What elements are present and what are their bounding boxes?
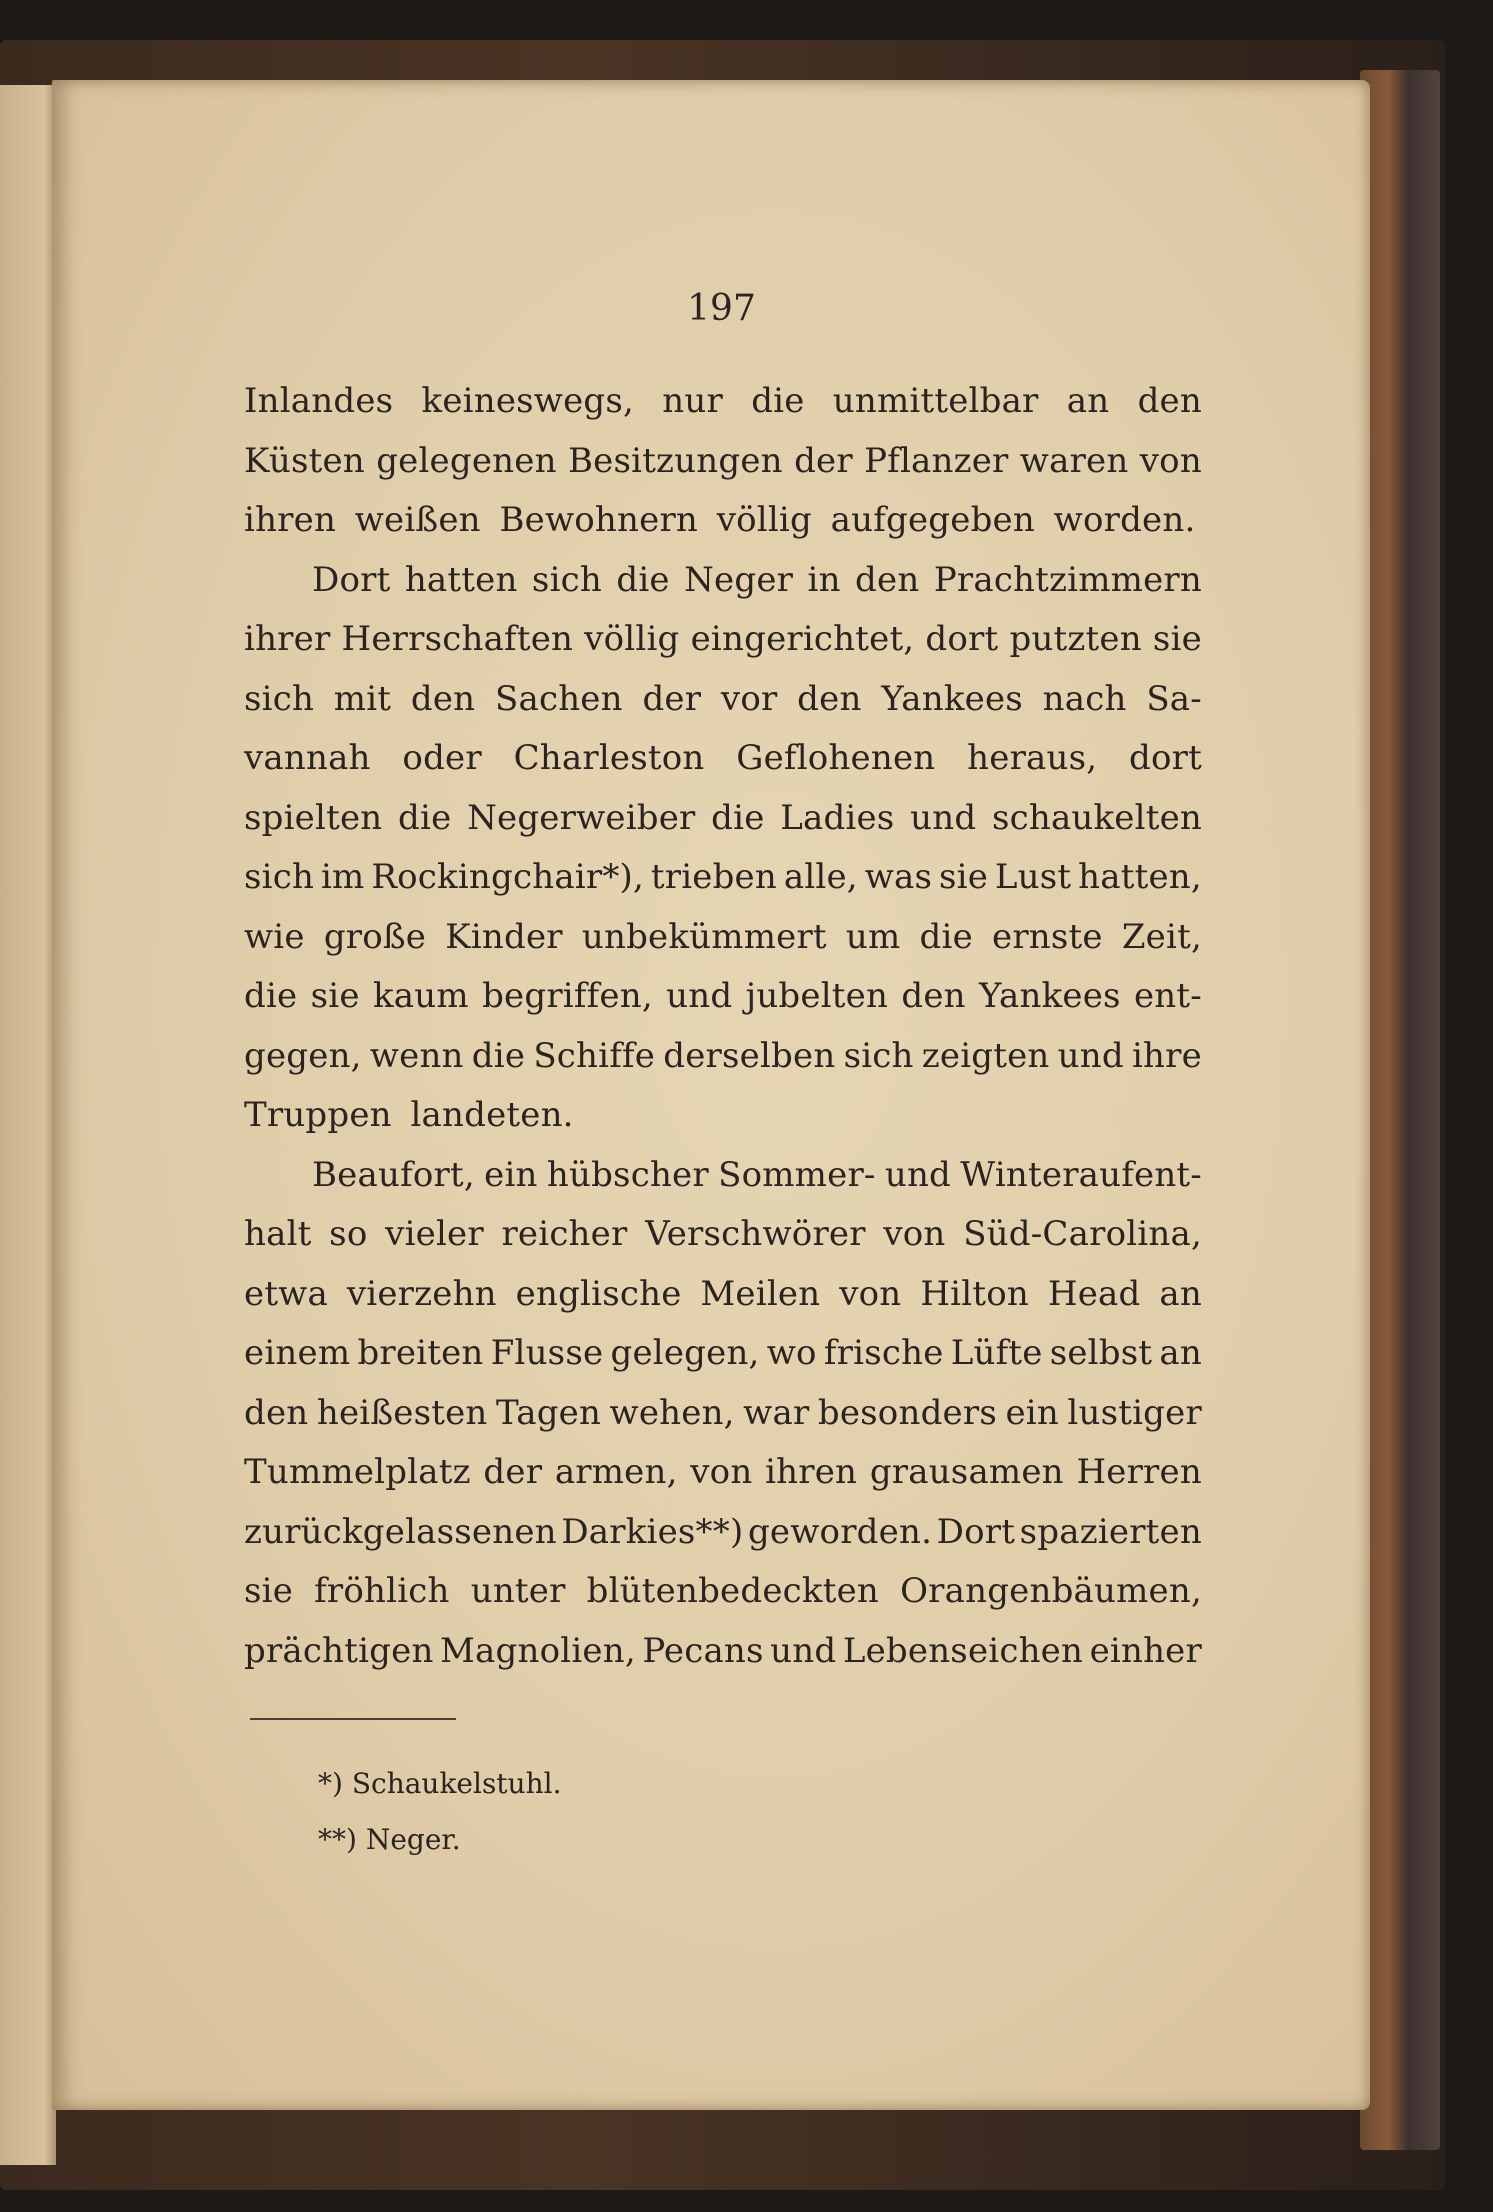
word: Rockingchair*), bbox=[371, 857, 644, 897]
word: Verschwörer bbox=[645, 1214, 866, 1254]
word: im bbox=[320, 857, 365, 897]
word: Lebenseichen bbox=[842, 1630, 1084, 1671]
word: Herrschaften bbox=[341, 619, 574, 659]
text-line bbox=[244, 729, 1202, 789]
word: prächtigen bbox=[244, 1630, 434, 1671]
word: Dort bbox=[312, 559, 391, 600]
word: die bbox=[398, 797, 452, 838]
word: Ladies bbox=[780, 797, 895, 838]
word: Dort bbox=[936, 1511, 1016, 1552]
word: Sachen bbox=[495, 678, 623, 719]
word: eingerichtet, bbox=[690, 619, 915, 659]
word: Bewohnern bbox=[499, 500, 698, 540]
word: Zeit, bbox=[1121, 916, 1202, 957]
word: vieler bbox=[385, 1214, 484, 1254]
word: ernste bbox=[992, 916, 1103, 957]
word: an bbox=[1066, 381, 1110, 421]
text-line bbox=[244, 908, 1202, 968]
word: mit bbox=[333, 678, 392, 719]
word: den bbox=[244, 1392, 309, 1433]
word: Lüfte bbox=[950, 1333, 1043, 1373]
word: zurückgelassenen bbox=[244, 1511, 557, 1552]
word: Yankees bbox=[979, 976, 1121, 1016]
word: vor bbox=[720, 678, 778, 719]
body-text bbox=[244, 372, 1202, 1681]
word: ihre bbox=[1131, 1035, 1202, 1076]
word: Kinder bbox=[445, 916, 563, 957]
word: Inlandes bbox=[244, 381, 394, 421]
word: an bbox=[1159, 1333, 1202, 1373]
word: einher bbox=[1089, 1630, 1202, 1671]
word: sich bbox=[531, 559, 602, 600]
word: Charleston bbox=[513, 738, 705, 778]
text-line bbox=[244, 1027, 1202, 1087]
word: Sommer- bbox=[718, 1154, 876, 1195]
word: ein bbox=[1005, 1392, 1059, 1433]
word: die bbox=[751, 381, 805, 421]
word: frische bbox=[823, 1333, 944, 1373]
word: und bbox=[884, 1154, 952, 1195]
word: keineswegs, bbox=[421, 381, 635, 421]
word: englische bbox=[515, 1273, 682, 1314]
word: spazierten bbox=[1019, 1511, 1202, 1552]
text-line bbox=[244, 1146, 1202, 1206]
facing-page-edge bbox=[0, 85, 56, 2165]
word: breiten bbox=[357, 1333, 484, 1373]
word: ent- bbox=[1133, 976, 1202, 1016]
word: Pflanzer bbox=[864, 440, 1009, 481]
word: reicher bbox=[501, 1214, 628, 1254]
word: Pecans bbox=[642, 1630, 764, 1671]
word: Süd-Carolina, bbox=[963, 1214, 1202, 1254]
word: Yankees bbox=[881, 678, 1023, 719]
text-line bbox=[244, 1622, 1202, 1682]
text-line bbox=[244, 1205, 1202, 1265]
word: sie bbox=[310, 976, 360, 1016]
word: ihren bbox=[244, 500, 337, 540]
word: vierzehn bbox=[346, 1273, 497, 1314]
word: vannah bbox=[244, 738, 371, 778]
word: Truppen bbox=[244, 1095, 392, 1135]
footnote-rule bbox=[250, 1718, 456, 1720]
word: gelegen, bbox=[610, 1333, 760, 1373]
word: den bbox=[1137, 381, 1202, 421]
word: unbekümmert bbox=[581, 916, 827, 957]
word: schaukelten bbox=[991, 797, 1202, 838]
text-line bbox=[244, 1443, 1202, 1503]
word: der bbox=[483, 1452, 543, 1492]
word: von bbox=[690, 1452, 753, 1492]
word: und bbox=[770, 1630, 837, 1671]
word: Hilton bbox=[920, 1273, 1029, 1314]
word: dort bbox=[1129, 738, 1202, 778]
word: sich bbox=[843, 1035, 914, 1076]
footnote: **) Neger. bbox=[318, 1823, 461, 1856]
word: jubelten bbox=[745, 976, 889, 1016]
word: fröhlich bbox=[314, 1571, 450, 1611]
text-line bbox=[244, 967, 1202, 1027]
word: wenn bbox=[369, 1035, 464, 1076]
word: ihrer bbox=[244, 619, 331, 659]
word: spielten bbox=[244, 797, 383, 838]
word: wo bbox=[766, 1333, 817, 1373]
word: Head bbox=[1047, 1273, 1141, 1314]
word: sie bbox=[938, 857, 989, 897]
word: Winteraufent- bbox=[960, 1154, 1202, 1195]
word: von bbox=[883, 1214, 946, 1254]
word: Tummelplatz bbox=[244, 1452, 471, 1492]
word: und bbox=[666, 976, 733, 1016]
word: den bbox=[797, 678, 862, 719]
word: wie bbox=[244, 916, 305, 957]
text-line bbox=[244, 432, 1202, 492]
word: unmittelbar bbox=[832, 381, 1039, 421]
word: derselben bbox=[663, 1035, 836, 1076]
word: armen, bbox=[554, 1452, 678, 1492]
word: gegen, bbox=[244, 1035, 362, 1076]
word: lustiger bbox=[1067, 1392, 1202, 1433]
word: um bbox=[845, 916, 901, 957]
word: heraus, bbox=[967, 738, 1098, 778]
word: wehen, bbox=[609, 1392, 735, 1433]
text-line bbox=[244, 1384, 1202, 1444]
word: sich bbox=[244, 678, 315, 719]
text-line bbox=[244, 848, 1202, 908]
word: die bbox=[711, 797, 765, 838]
word: Negerweiber bbox=[467, 797, 696, 838]
word: die bbox=[919, 916, 973, 957]
word: von bbox=[839, 1273, 902, 1314]
word: den bbox=[901, 976, 966, 1016]
word: selbst bbox=[1049, 1333, 1153, 1373]
word: Tagen bbox=[495, 1392, 602, 1433]
word: unter bbox=[470, 1571, 566, 1611]
word: ihren bbox=[765, 1452, 858, 1492]
text-line bbox=[244, 1562, 1202, 1622]
word: große bbox=[323, 916, 427, 957]
word: aufgegeben bbox=[830, 500, 1035, 540]
word: nach bbox=[1042, 678, 1127, 719]
text-line bbox=[244, 1324, 1202, 1384]
word: Sa- bbox=[1146, 678, 1202, 719]
word: den bbox=[410, 678, 476, 719]
word: der bbox=[794, 440, 853, 481]
word: sie bbox=[1152, 619, 1202, 659]
text-line bbox=[244, 491, 1202, 551]
word: landeten. bbox=[410, 1095, 574, 1135]
word: alle, bbox=[783, 857, 858, 897]
word: gelegenen bbox=[376, 440, 557, 481]
text-line bbox=[244, 670, 1202, 730]
word: dort bbox=[925, 619, 999, 659]
word: hübscher bbox=[546, 1154, 709, 1195]
word: völlig bbox=[584, 619, 680, 659]
word: blütenbedeckten bbox=[586, 1571, 879, 1611]
word: ein bbox=[484, 1154, 538, 1195]
word: heißesten bbox=[316, 1392, 488, 1433]
text-line bbox=[244, 610, 1202, 670]
page-number: 197 bbox=[687, 288, 756, 329]
word: Beaufort, bbox=[312, 1154, 475, 1195]
word: Herren bbox=[1076, 1452, 1202, 1492]
word: trieben bbox=[650, 857, 777, 897]
word: hatten, bbox=[1078, 857, 1202, 897]
footnotes bbox=[318, 1756, 561, 1868]
word: sich bbox=[244, 857, 315, 897]
word: in bbox=[807, 559, 841, 600]
word: Besitzungen bbox=[567, 440, 783, 481]
word: Flusse bbox=[490, 1333, 604, 1373]
word: Prachtzimmern bbox=[933, 559, 1202, 600]
word: Meilen bbox=[700, 1273, 821, 1314]
word: Schiffe bbox=[533, 1035, 656, 1076]
book-edge bbox=[1360, 70, 1440, 2150]
word: begriffen, bbox=[482, 976, 653, 1016]
word: weißen bbox=[354, 500, 481, 540]
word: was bbox=[864, 857, 933, 897]
text-line bbox=[244, 372, 1202, 432]
word: die bbox=[244, 976, 298, 1016]
word: kaum bbox=[372, 976, 469, 1016]
word: waren bbox=[1019, 440, 1129, 481]
word: Lust bbox=[994, 857, 1072, 897]
word: den bbox=[855, 559, 920, 600]
text-line bbox=[244, 1503, 1202, 1563]
word: Geflohenen bbox=[736, 738, 936, 778]
text-line bbox=[244, 789, 1202, 849]
word: an bbox=[1159, 1273, 1202, 1314]
word: oder bbox=[402, 738, 482, 778]
word: zeigten bbox=[921, 1035, 1050, 1076]
word: die bbox=[616, 559, 670, 600]
word: einem bbox=[244, 1333, 351, 1373]
word: Küsten bbox=[244, 440, 365, 481]
word: und bbox=[910, 797, 977, 838]
word: halt bbox=[244, 1214, 312, 1254]
word: war bbox=[743, 1392, 810, 1433]
word: worden. bbox=[1053, 500, 1196, 540]
word: hatten bbox=[404, 559, 518, 600]
text-line bbox=[244, 1265, 1202, 1325]
word: die bbox=[471, 1035, 526, 1076]
word: Darkies**) bbox=[561, 1511, 744, 1552]
word: nur bbox=[662, 381, 723, 421]
word: völlig bbox=[716, 500, 812, 540]
word: von bbox=[1139, 440, 1202, 481]
word: sie bbox=[244, 1571, 294, 1611]
word: der bbox=[642, 678, 702, 719]
word: besonders bbox=[817, 1392, 997, 1433]
word: geworden. bbox=[747, 1511, 933, 1552]
word: etwa bbox=[244, 1273, 328, 1314]
word: Magnolien, bbox=[440, 1630, 636, 1671]
word: und bbox=[1057, 1035, 1124, 1076]
text-line bbox=[244, 551, 1202, 611]
word: Neger bbox=[684, 559, 794, 600]
footnote: *) Schaukelstuhl. bbox=[318, 1767, 562, 1800]
word: grausamen bbox=[869, 1452, 1064, 1492]
text-line bbox=[244, 1086, 1202, 1146]
word: so bbox=[329, 1214, 368, 1254]
word: Orangenbäumen, bbox=[900, 1571, 1202, 1611]
word: putzten bbox=[1009, 619, 1142, 659]
